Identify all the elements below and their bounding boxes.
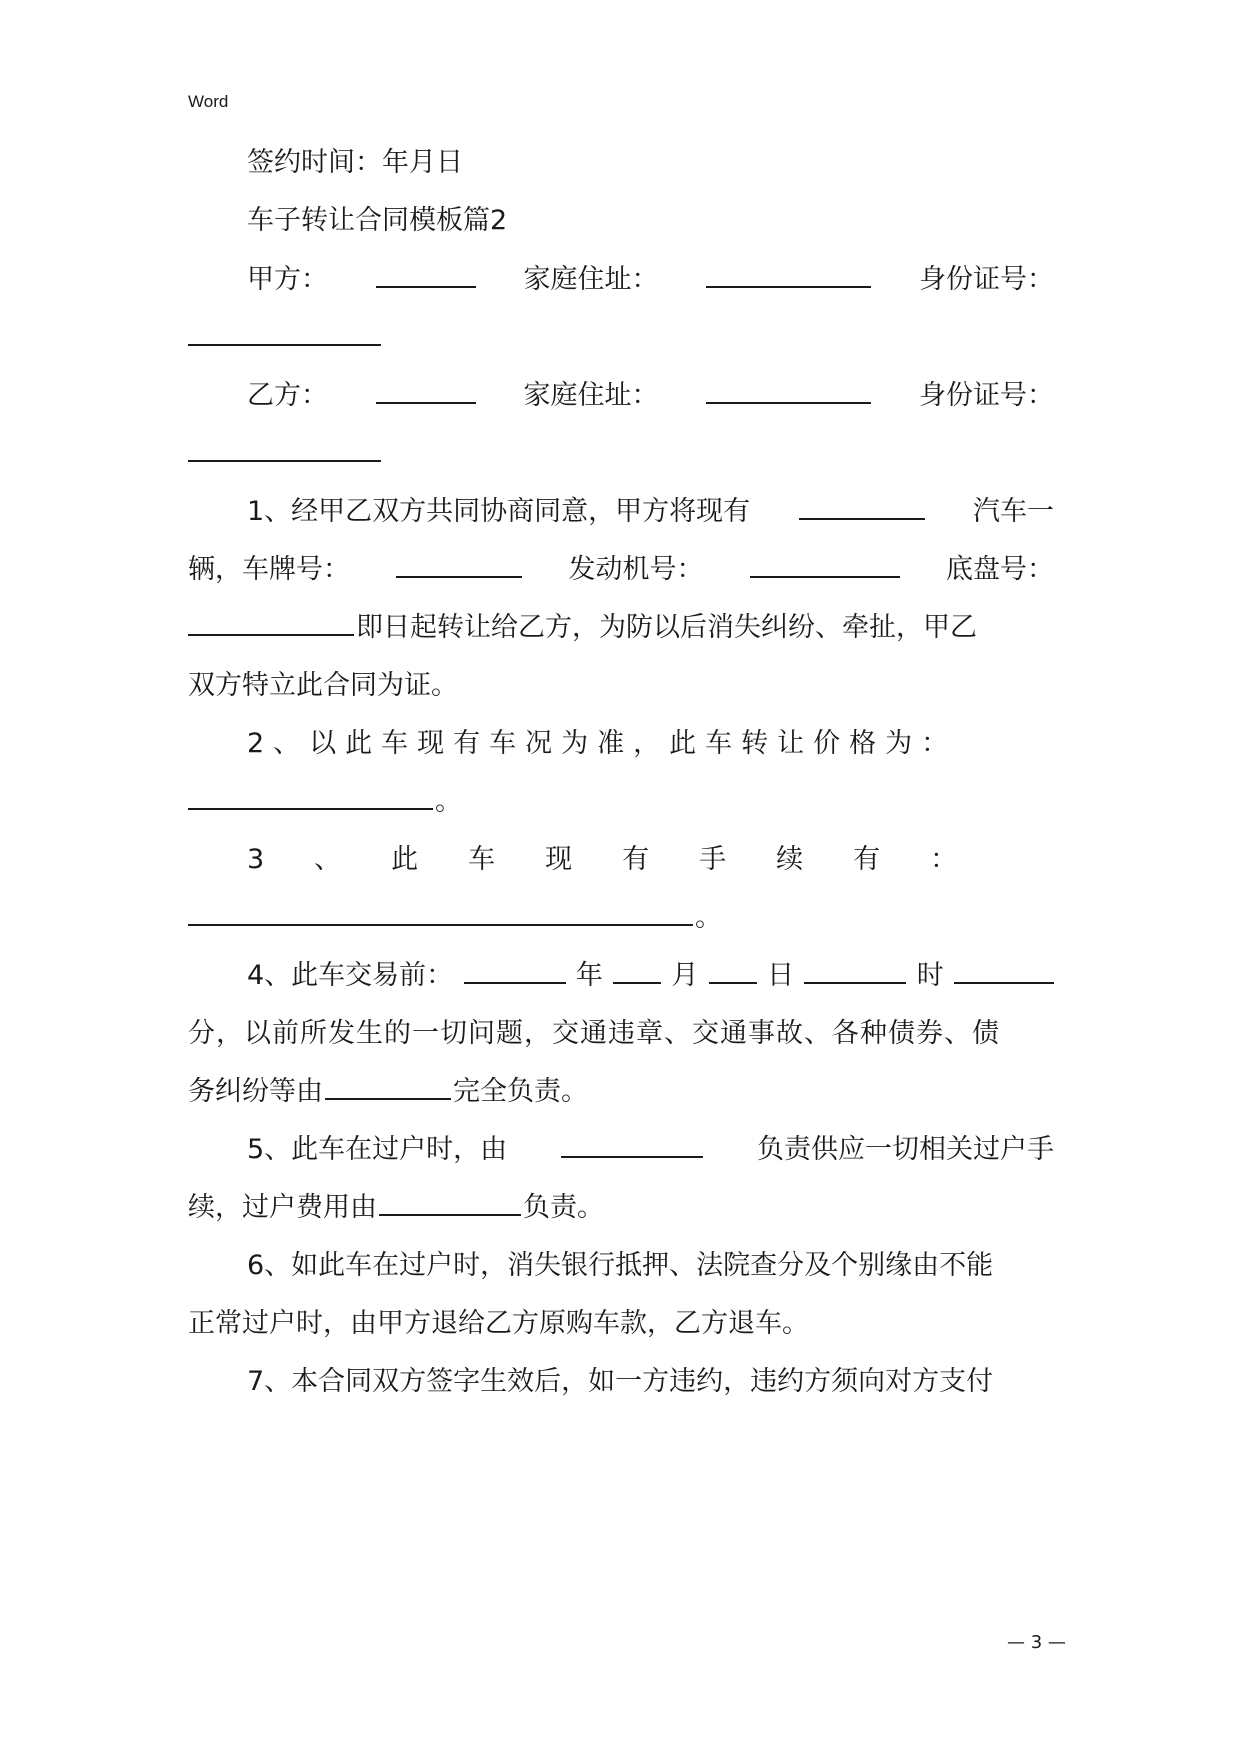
clause-1-line-2 xyxy=(188,550,1054,590)
car-model-blank xyxy=(799,496,925,520)
engine-label: 发动机号： xyxy=(568,554,704,585)
minute-blank xyxy=(954,960,1054,984)
hour-blank xyxy=(804,960,906,984)
party-b-address-blank xyxy=(706,380,871,404)
party-a-id-line xyxy=(188,318,1054,358)
plate-blank xyxy=(396,554,522,578)
clause-5-line-1 xyxy=(247,1130,1054,1170)
clause-1-text-3: 即日起转让给乙方，为防以后消失纠纷、牵扯，甲乙 xyxy=(356,612,977,643)
clause-6-text-1: 6、如此车在过户时，消失银行抵押、法院查分及个别缘由不能 xyxy=(247,1250,994,1281)
party-b-address-label: 家庭住址： xyxy=(523,380,659,411)
day-blank xyxy=(709,960,757,984)
clause-2-end: 。 xyxy=(435,786,462,817)
clause-3-line-2 xyxy=(188,898,1054,938)
plate-label: 辆，车牌号： xyxy=(188,554,350,585)
provider-blank xyxy=(561,1134,703,1158)
clause-5-text-1: 5、此车在过户时，由 xyxy=(247,1134,508,1165)
clause-1-text-1: 1、经甲乙双方共同协商同意，甲方将现有 xyxy=(247,496,751,527)
price-blank xyxy=(188,786,433,810)
party-a-address-blank xyxy=(706,264,871,288)
party-b-label: 乙方： xyxy=(247,380,328,411)
chassis-blank xyxy=(188,612,354,636)
year-blank xyxy=(464,960,566,984)
party-b-id-blank xyxy=(188,438,381,462)
month-label: 月 xyxy=(671,960,699,991)
clause-5-text-2: 负责供应一切相关过户手 xyxy=(757,1134,1054,1165)
party-b-id-label: 身份证号： xyxy=(919,380,1054,411)
chassis-label: 底盘号： xyxy=(946,554,1054,585)
clause-2-line-2 xyxy=(188,782,1054,822)
party-b-id-line xyxy=(188,434,1054,474)
clause-5-line-2 xyxy=(188,1188,1054,1228)
party-a-name-blank xyxy=(376,264,476,288)
clause-3-text: 3、此车现有手续有： xyxy=(247,844,1008,875)
party-a-line xyxy=(247,260,1054,300)
sign-time: 签约时间：年月日 xyxy=(247,147,463,178)
clause-6-text-2: 正常过户时，由甲方退给乙方原购车款，乙方退车。 xyxy=(188,1308,809,1339)
party-a-id-label: 身份证号： xyxy=(919,264,1054,295)
page-number: — 3 — xyxy=(1007,1632,1066,1653)
clause-5-text-4: 负责。 xyxy=(523,1192,604,1223)
clause-2-text: 2、以此车现有车况为准，此车转让价格为： xyxy=(247,728,958,759)
clause-4-text-4: 完全负责。 xyxy=(453,1076,588,1107)
clause-4-text-3: 务纠纷等由 xyxy=(188,1076,323,1107)
party-a-label: 甲方： xyxy=(247,264,328,295)
clause-4-text-1: 4、此车交易前： xyxy=(247,960,454,991)
responsible-blank xyxy=(325,1076,451,1100)
clause-7-text-1: 7、本合同双方签字生效后，如一方违约，违约方须向对方支付 xyxy=(247,1366,994,1397)
party-a-id-blank xyxy=(188,322,381,346)
clause-1-line-1 xyxy=(247,492,1054,532)
party-b-line xyxy=(247,376,1054,416)
documents-blank xyxy=(188,902,693,926)
clause-4-text-2: 分，以前所发生的一切问题，交通违章、交通事故、各种债券、债 xyxy=(188,1018,1000,1049)
clause-1-text-2: 汽车一 xyxy=(973,496,1054,527)
hour-label: 时 xyxy=(916,960,944,991)
fee-payer-blank xyxy=(379,1192,521,1216)
party-b-name-blank xyxy=(376,380,476,404)
month-blank xyxy=(613,960,661,984)
clause-5-text-3: 续，过户费用由 xyxy=(188,1192,377,1223)
doc-title: 车子转让合同模板篇2 xyxy=(247,205,508,236)
clause-1-line-3 xyxy=(188,608,1054,648)
year-label: 年 xyxy=(575,960,603,991)
party-a-address-label: 家庭住址： xyxy=(523,264,659,295)
clause-4-line-1 xyxy=(247,956,1054,996)
clause-1-text-4: 双方特立此合同为证。 xyxy=(188,670,458,701)
engine-blank xyxy=(750,554,900,578)
clause-3-end: 。 xyxy=(695,902,722,933)
clause-4-line-3 xyxy=(188,1072,1054,1112)
header-label: Word xyxy=(188,92,229,111)
day-label: 日 xyxy=(767,960,795,991)
